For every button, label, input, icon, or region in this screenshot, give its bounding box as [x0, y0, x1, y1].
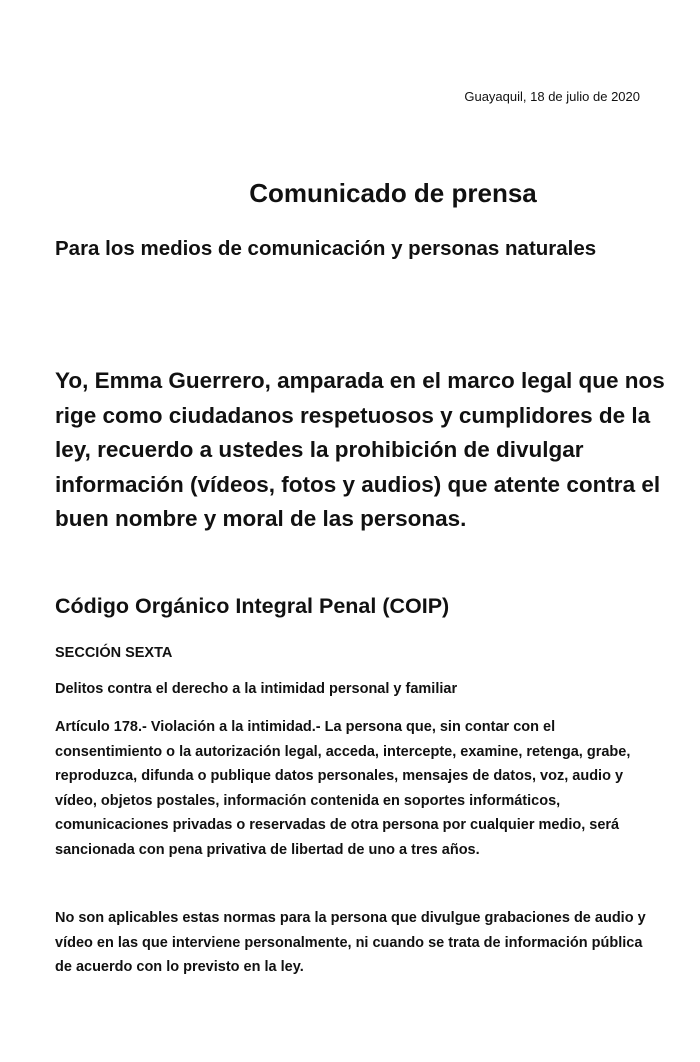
document-date: Guayaquil, 18 de julio de 2020 — [464, 89, 640, 104]
code-heading: Código Orgánico Integral Penal (COIP) — [55, 594, 450, 618]
crimes-heading: Delitos contra el derecho a la intimidad personal y familiar — [55, 681, 458, 697]
section-heading: SECCIÓN SEXTA — [55, 645, 173, 661]
document-subtitle: Para los medios de comunicación y personas naturales — [55, 237, 597, 260]
document-title: Comunicado de prensa — [249, 178, 537, 208]
statement-paragraph: Yo, Emma Guerrero, amparada en el marco legal que nos rige como ciudadanos respetuosos y cumplidores de la ley, recuerdo a ustedes la prohibición de divulgar información (vídeos, fotos y audios) que atente contra el buen nombre y moral de las personas. — [55, 368, 665, 531]
exception-paragraph: No son aplicables estas normas para la persona que divulgue grabaciones de audio y vídeo en las que interviene personalmente, ni cuando se trata de información pública de acuerdo con lo previsto en la ley. — [55, 910, 646, 975]
article-178-paragraph: Artículo 178.- Violación a la intimidad.- La persona que, sin contar con el consentimiento o la autorización legal, acceda, intercepte, examine, retenga, grabe, reproduzca, difunda o publique datos personales, mensajes de datos, voz, audio y vídeo, objetos postales, información contenida en soportes informáticos, comunicaciones privadas o reservadas de otra persona por cualquier medio, será sancionada con pena privativa de libertad de uno a tres años. — [55, 719, 631, 858]
